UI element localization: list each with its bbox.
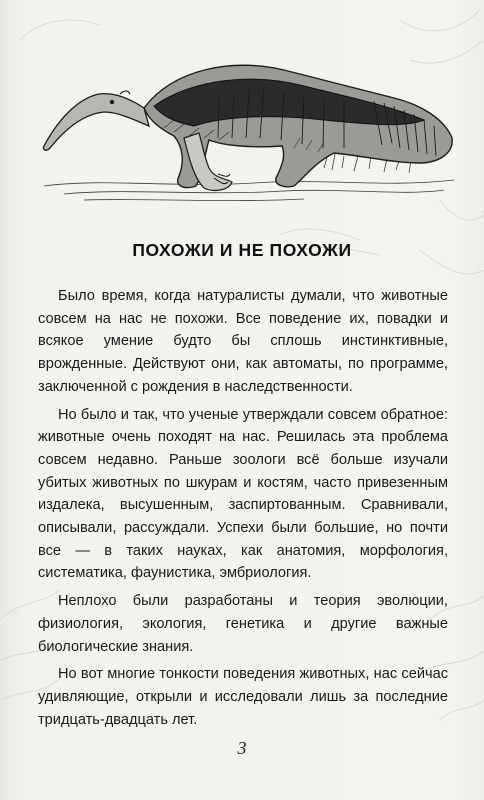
page-title: ПОХОЖИ И НЕ ПОХОЖИ	[132, 240, 352, 260]
anteater-illustration	[24, 28, 464, 228]
paragraph: Неплохо были разработаны и теория эволюции, физиология, экология, генетика и другие важные биологические знания.	[38, 593, 448, 655]
paragraph: Но было и так, что ученые утверждали совсем обратное: животные очень походят на нас. Решилась эта проблема совсем недавно. Раньше зоологи всё больше изучали убитых животных по шкурам и костям, часто привезенным издалека, высушенным, заспиртованным. Сравнивали, описывали, рассуждали. Успехи были большие, но почти все — в таких науках, как анатомия, морфология, систематика, фаунистика, эмбриология.	[38, 406, 448, 582]
paragraph: Но вот многие тонкости поведения животных, нас сейчас удивляющие, открыли и исследовали лишь за последние тридцать-двадцать лет.	[38, 666, 448, 728]
paragraph: Было время, когда натуралисты думали, что животные совсем на нас не похожи. Все поведение их, повадки и всякое умение будто бы сплошь инстинктивные, врожденные. Действуют они, как автоматы, по программе, заключенной с рождения в наследственности.	[38, 288, 448, 395]
anteater-eye	[110, 100, 114, 104]
article-body	[38, 285, 448, 736]
page-number: 3	[237, 738, 247, 758]
